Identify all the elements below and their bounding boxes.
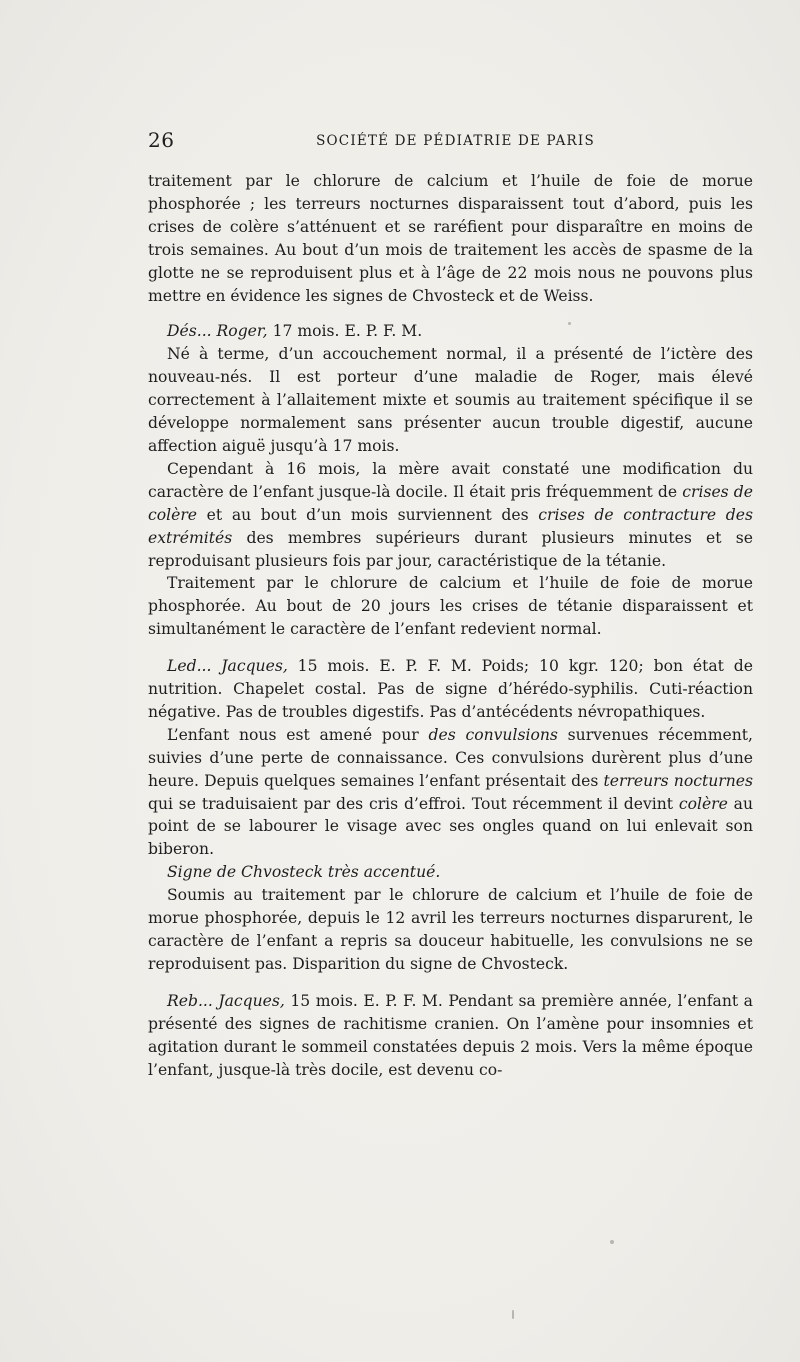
case-name: Dés... Roger,	[167, 322, 268, 341]
case-name: Led... Jacques,	[167, 657, 288, 676]
paragraph-led-treatment: Soumis au traitement par le chlorure de calcium et l’huile de foie de morue phosphorée, depuis le 12 avril les terreurs nocturnes disparurent, le caractère de l’enfant a repris sa douceur habituelle, les convulsions ne se reproduisent pas. Disparition du signe de Chvosteck.	[148, 886, 753, 973]
paragraph-roger-history: Né à terme, d’un accouchement normal, il a présenté de l’ictère des nouveau-nés. Il est porteur d’une maladie de Roger, mais élevé correctement à l’allaitement mixte et soumis au traitement spécifique il se développe normalement sans présenter aucun trouble digestif, aucune affection aiguë jusqu’à 17 mois.	[148, 345, 753, 455]
running-title: SOCIÉTÉ DE PÉDIATRIE DE PARIS	[316, 133, 595, 149]
paragraph-led-convulsions: L’enfant nous est amené pour des convulsions survenues récemment, suivies d’une perte de connaissance. Ces convulsions durèrent plus d’une heure. Depuis quelques semaines l’enfant présentait des terreurs nocturnes qui se traduisaient par des cris d’effroi. Tout récemment il devint colère au point de se labourer le visage avec ses ongles quand on lui enlevait son biberon.	[148, 725, 754, 859]
case-heading-led-jacques: Led... Jacques, 15 mois. E. P. F. M. Poids; 10 kgr. 120; bon état de nutrition. Chapelet costal. Pas de signe d’hérédo-syphilis. Cuti-réaction négative. Pas de troubles digestifs. Pas d’antécédents névropathiques.	[148, 657, 753, 721]
paragraph-roger-treatment: Traitement par le chlorure de calcium et l’huile de foie de morue phosphorée. Au bout de 20 jours les crises de tétanie disparaissent et simultanément le caractère de l’enfant redevient normal.	[148, 574, 753, 639]
scan-speck	[610, 1240, 614, 1244]
body-text	[148, 170, 753, 1081]
paragraph-chvosteck-sign: Signe de Chvosteck très accentué.	[167, 863, 441, 882]
page-header	[148, 128, 753, 158]
scan-speck	[568, 322, 571, 325]
case-heading-roger: Dés... Roger, 17 mois. E. P. F. M.	[167, 322, 423, 341]
page-number: 26	[148, 128, 175, 152]
case-name: Reb... Jacques,	[167, 991, 285, 1010]
paragraph-treatment-continued: traitement par le chlorure de calcium et l’huile de foie de morue phosphorée ; les terreurs nocturnes disparaissent tout d’abord, puis les crises de colère s’atténuent et se raréfient pour disparaître en moins de trois semaines. Au bout d’un mois de traitement les accès de spasme de la glotte ne se reproduisent plus et à l’âge de 22 mois nous ne pouvons plus mettre en évidence les signes de Chvosteck et de Weiss.	[148, 172, 753, 305]
paragraph-roger-crises: Cependant à 16 mois, la mère avait constaté une modification du caractère de l’enfant jusque-là docile. Il était pris fréquemment de crises de colère et au bout d’un mois surviennent des crises de contracture des extrémités des membres supérieurs durant plusieurs minutes et se reproduisant plusieurs fois par jour, caractéristique de la tétanie.	[148, 459, 754, 570]
scan-speck	[512, 1310, 514, 1319]
case-heading-reb-jacques: Reb... Jacques, 15 mois. E. P. F. M. Pendant sa première année, l’enfant a présenté des signes de rachitisme cranien. On l’amène pour insomnies et agitation durant le sommeil constatées depuis 2 mois. Vers la même époque l’enfant, jusque-là très docile, est devenu co-	[148, 991, 753, 1079]
